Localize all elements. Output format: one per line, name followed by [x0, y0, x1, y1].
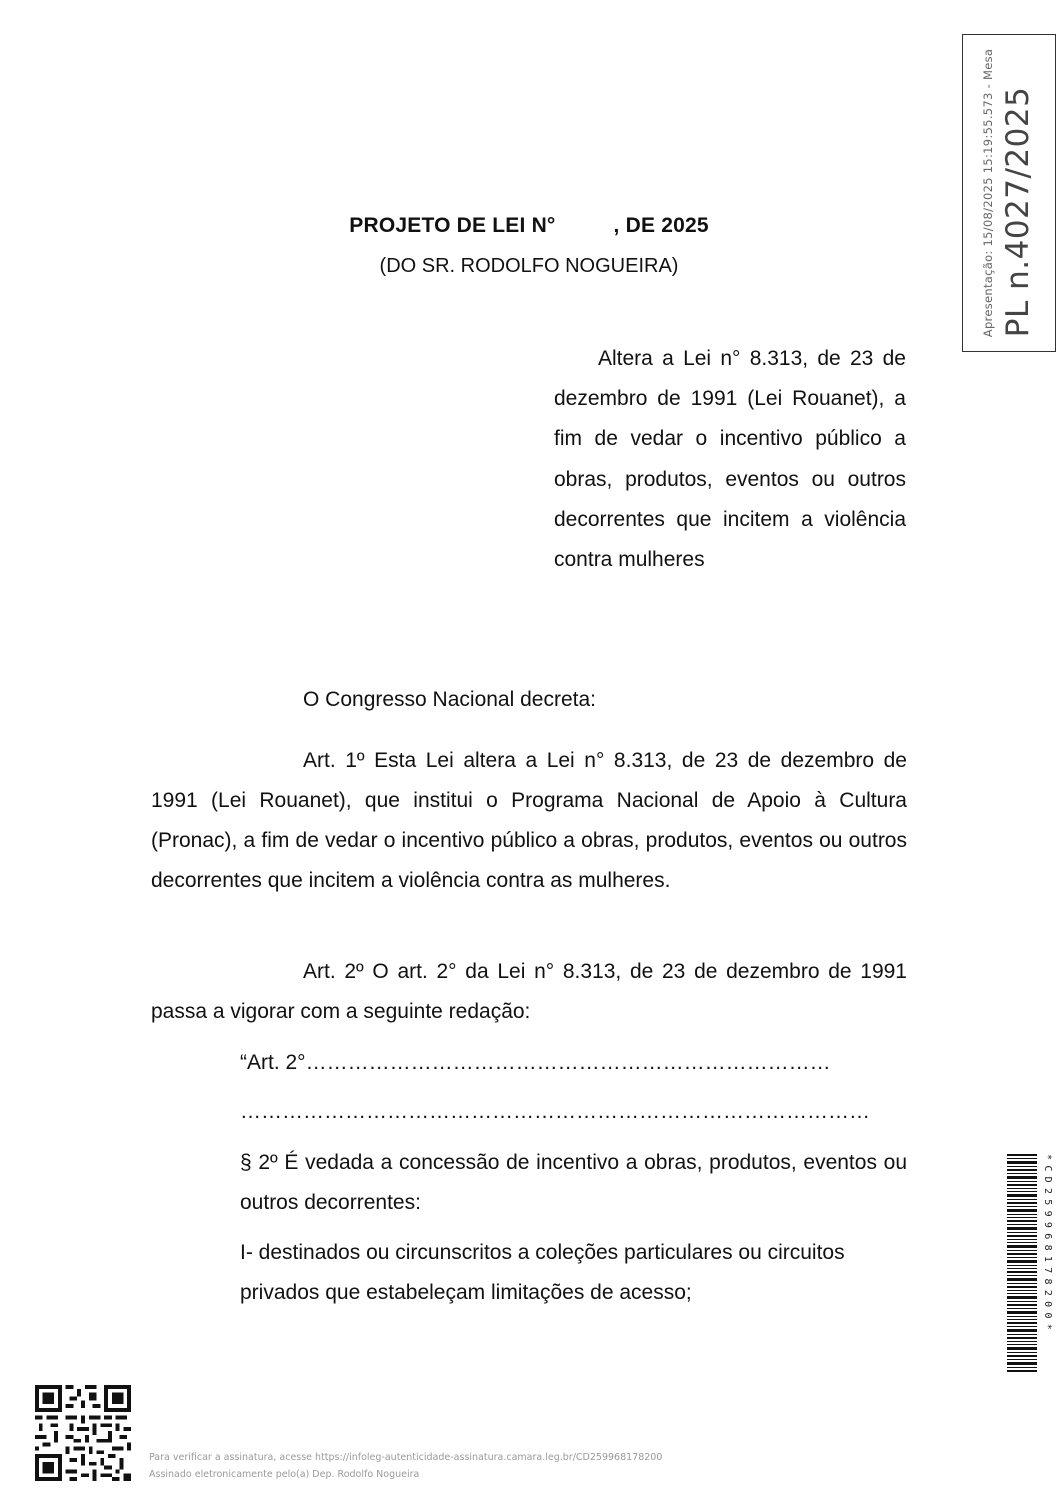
article-2: Art. 2º O art. 2° da Lei n° 8.313, de 23 de dezembro de 1991 passa a vigorar com a seguinte redação: [151, 960, 907, 1023]
quoted-ellipsis-line: ……………………………………………………………………………… [240, 1100, 870, 1123]
presentation-stamp [962, 34, 1056, 352]
bill-author: (DO SR. RODOLFO NOGUEIRA) [379, 255, 679, 277]
signature-verify-note: Para verificar a assinatura, acesse https://infoleg-autenticidade-assinatura.camara.leg.br/CD259968178200 [149, 1452, 663, 1463]
bill-summary: Altera a Lei n° 8.313, de 23 de dezembro de 1991 (Lei Rouanet), a fim de vedar o incentivo público a obras, produtos, eventos ou outros decorrentes que incitem a violência contra mulheres [554, 347, 906, 572]
bill-title [0, 214, 1058, 238]
inciso-1: I- destinados ou circunscritos a coleções particulares ou circuitos privados que estabeleçam limitações de acesso; [240, 1241, 845, 1304]
presentation-date: Apresentação: 15/08/2025 15:19:55.573 - Mesa [981, 48, 995, 338]
bill-number: PL n.4027/2025 [1000, 86, 1036, 338]
barcode-code: *CD259968178200* [1042, 1154, 1053, 1336]
signature-signed-by: Assinado eletronicamente pelo(a) Dep. Rodolfo Nogueira [149, 1469, 420, 1480]
qr-code-icon [35, 1385, 131, 1481]
enacting-clause: O Congresso Nacional decreta: [303, 688, 596, 711]
barcode-icon [1007, 1154, 1037, 1372]
quoted-article-line: “Art. 2°………………………………………………………………… [240, 1051, 831, 1074]
bill-title-prefix: PROJETO DE LEI N° [349, 214, 556, 237]
bill-title-year: , DE 2025 [613, 214, 709, 237]
paragraph-2: § 2º É vedada a concessão de incentivo a obras, produtos, eventos ou outros decorrentes: [240, 1151, 907, 1214]
article-1: Art. 1º Esta Lei altera a Lei n° 8.313, de 23 de dezembro de 1991 (Lei Rouanet), que institui o Programa Nacional de Apoio à Cultura (Pronac), a fim de vedar o incentivo público a obras, produtos, eventos ou outros decorrentes que incitem a violência contra as mulheres. [151, 749, 907, 892]
